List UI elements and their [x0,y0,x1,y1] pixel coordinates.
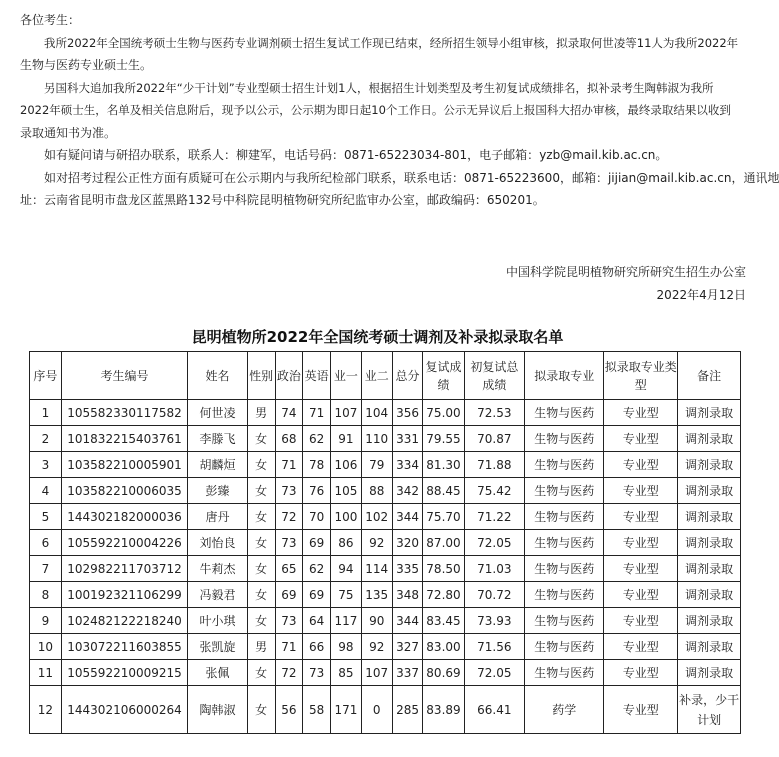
complaint-line [20,167,779,190]
cell-major: 生物与医药 [525,608,604,634]
cell-subject1: 85 [331,660,362,686]
header-subject2: 业二 [361,352,392,400]
cell-exam-id: 103582210006035 [61,478,187,504]
cell-name: 张凯旋 [188,634,248,660]
cell-remark: 调剂录取 [678,660,741,686]
cell-total: 331 [392,426,423,452]
cell-english: 58 [303,686,331,734]
cell-interview: 83.00 [423,634,464,660]
cell-major: 生物与医药 [525,426,604,452]
cell-combined: 70.72 [464,582,525,608]
cell-major: 生物与医药 [525,582,604,608]
cell-gender: 男 [247,634,275,660]
cell-subject1: 94 [331,556,362,582]
cell-politics: 73 [275,608,303,634]
cell-combined: 66.41 [464,686,525,734]
cell-interview: 88.45 [423,478,464,504]
cell-major: 生物与医药 [525,660,604,686]
table-title: 昆明植物所2022年全国统考硕士调剂及补录拟录取名单 [191,328,564,346]
cell-name: 叶小琪 [188,608,248,634]
cell-seq: 1 [30,400,62,426]
cell-remark: 调剂录取 [678,400,741,426]
complaint-email-link[interactable]: jijian@mail.kib.ac.cn [607,170,732,185]
cell-interview: 72.80 [423,582,464,608]
header-major-type: 拟录取专业类型 [604,352,678,400]
paragraph-supplement-line3: 录取通知书为准。 [20,125,117,140]
cell-politics: 65 [275,556,303,582]
cell-subject2: 135 [361,582,392,608]
cell-english: 70 [303,504,331,530]
cell-combined: 71.03 [464,556,525,582]
cell-major: 生物与医药 [525,634,604,660]
cell-interview: 78.50 [423,556,464,582]
cell-subject1: 107 [331,400,362,426]
contact-email-link[interactable]: yzb@mail.kib.ac.cn [539,148,656,162]
cell-subject2: 114 [361,556,392,582]
cell-politics: 72 [275,660,303,686]
cell-total: 344 [392,608,423,634]
cell-exam-id: 102482122218240 [61,608,187,634]
cell-seq: 6 [30,530,62,556]
cell-interview: 79.55 [423,426,464,452]
salutation: 各位考生： [20,13,81,27]
paragraph-admission-line2: 生物与医药专业硕士生。 [20,58,153,72]
cell-politics: 71 [275,452,303,478]
cell-politics: 73 [275,530,303,556]
cell-english: 73 [303,660,331,686]
paragraph-admission-line1: 我所2022年全国统考硕士生物与医药专业调剂硕士招生复试工作现已结束，经所招生领导小组审核，拟录取何世凌等11人为我所2022年 [44,35,739,50]
cell-major: 生物与医药 [525,556,604,582]
cell-remark: 调剂录取 [678,530,741,556]
header-subject1: 业一 [331,352,362,400]
cell-interview: 81.30 [423,452,464,478]
cell-interview: 83.45 [423,608,464,634]
signature-org: 中国科学院昆明植物研究所研究生招生办公室 [505,265,746,279]
cell-combined: 71.56 [464,634,525,660]
header-total: 总分 [392,352,423,400]
cell-seq: 2 [30,426,62,452]
cell-major-type: 专业型 [604,660,678,686]
cell-major-type: 专业型 [604,686,678,734]
cell-total: 337 [392,660,423,686]
cell-name: 胡麟烜 [188,452,248,478]
cell-exam-id: 105582330117582 [61,400,187,426]
header-remark: 备注 [678,352,741,400]
header-major: 拟录取专业 [525,352,604,400]
cell-gender: 女 [247,530,275,556]
table-row [30,530,741,556]
cell-subject1: 75 [331,582,362,608]
cell-exam-id: 101832215403761 [61,426,187,452]
cell-remark: 调剂录取 [678,504,741,530]
cell-remark: 补录，少干计划 [678,686,741,734]
cell-exam-id: 100192321106299 [61,582,187,608]
cell-major-type: 专业型 [604,426,678,452]
cell-total: 342 [392,478,423,504]
cell-english: 78 [303,452,331,478]
cell-english: 71 [303,400,331,426]
cell-english: 62 [303,426,331,452]
cell-seq: 5 [30,504,62,530]
cell-gender: 女 [247,686,275,734]
cell-gender: 女 [247,478,275,504]
cell-total: 285 [392,686,423,734]
cell-remark: 调剂录取 [678,556,741,582]
table-row [30,634,741,660]
cell-exam-id: 144302182000036 [61,504,187,530]
table-row [30,582,741,608]
cell-subject2: 104 [361,400,392,426]
table-row [30,504,741,530]
cell-seq: 11 [30,660,62,686]
cell-politics: 72 [275,504,303,530]
cell-major: 药学 [525,686,604,734]
cell-subject2: 92 [361,634,392,660]
table-header-row [30,352,741,400]
table-row [30,452,741,478]
cell-gender: 女 [247,582,275,608]
cell-major-type: 专业型 [604,478,678,504]
cell-exam-id: 105592210009215 [61,660,187,686]
contact-line [20,144,746,167]
cell-combined: 70.87 [464,426,525,452]
header-combined: 初复试总成绩 [464,352,525,400]
cell-politics: 56 [275,686,303,734]
cell-subject1: 171 [331,686,362,734]
cell-gender: 女 [247,504,275,530]
cell-exam-id: 103582210005901 [61,452,187,478]
cell-seq: 4 [30,478,62,504]
cell-gender: 女 [247,608,275,634]
cell-exam-id: 102982211703712 [61,556,187,582]
notice-body [20,9,779,212]
cell-english: 64 [303,608,331,634]
cell-major-type: 专业型 [604,400,678,426]
paragraph-supplement-line2: 2022年硕士生，名单及相关信息附后，现予以公示，公示期为即日起10个工作日。公示无异议后上报国科大招办审核，最终录取结果以收到 [20,103,731,117]
cell-interview: 87.00 [423,530,464,556]
cell-name: 陶韩淑 [188,686,248,734]
cell-remark: 调剂录取 [678,608,741,634]
cell-name: 彭臻 [188,478,248,504]
cell-remark: 调剂录取 [678,478,741,504]
cell-total: 335 [392,556,423,582]
cell-remark: 调剂录取 [678,582,741,608]
cell-combined: 71.88 [464,452,525,478]
table-row [30,686,741,734]
cell-combined: 72.05 [464,660,525,686]
table-row [30,478,741,504]
cell-gender: 女 [247,452,275,478]
cell-name: 李滕飞 [188,426,248,452]
address-line: 址：云南省昆明市盘龙区蓝黑路132号中科院昆明植物研究所纪监审办公室，邮政编码：650201。 [20,193,545,207]
cell-remark: 调剂录取 [678,634,741,660]
cell-major-type: 专业型 [604,530,678,556]
complaint-text: 如对招考过程公正性方面有质疑可在公示期内与我所纪检部门联系，联系电话：0871-65223600，邮箱： [44,170,608,185]
cell-english: 76 [303,478,331,504]
cell-combined: 73.93 [464,608,525,634]
cell-seq: 7 [30,556,62,582]
cell-name: 何世凌 [188,400,248,426]
cell-english: 62 [303,556,331,582]
cell-gender: 女 [247,556,275,582]
cell-major-type: 专业型 [604,452,678,478]
cell-subject2: 0 [361,686,392,734]
cell-subject2: 102 [361,504,392,530]
cell-exam-id: 103072211603855 [61,634,187,660]
cell-subject2: 88 [361,478,392,504]
cell-major: 生物与医药 [525,400,604,426]
header-exam-id: 考生编号 [61,352,187,400]
cell-subject1: 105 [331,478,362,504]
cell-major: 生物与医药 [525,530,604,556]
contact-text: 如有疑问请与研招办联系，联系人：柳建军，电话号码：0871-65223034-801，电子邮箱： [44,148,540,162]
cell-english: 66 [303,634,331,660]
signature-date: 2022年4月12日 [656,288,746,302]
header-english: 英语 [303,352,331,400]
cell-subject2: 92 [361,530,392,556]
cell-name: 唐丹 [188,504,248,530]
cell-english: 69 [303,530,331,556]
cell-total: 348 [392,582,423,608]
complaint-suffix: ，通讯地 [731,170,779,185]
cell-seq: 12 [30,686,62,734]
table-row [30,660,741,686]
header-seq: 序号 [30,352,62,400]
cell-combined: 75.42 [464,478,525,504]
cell-subject2: 107 [361,660,392,686]
cell-major-type: 专业型 [604,634,678,660]
cell-major: 生物与医药 [525,478,604,504]
cell-total: 344 [392,504,423,530]
cell-major: 生物与医药 [525,504,604,530]
cell-major-type: 专业型 [604,556,678,582]
cell-combined: 72.53 [464,400,525,426]
table-row [30,608,741,634]
cell-name: 刘怡良 [188,530,248,556]
cell-politics: 74 [275,400,303,426]
cell-total: 320 [392,530,423,556]
cell-combined: 71.22 [464,504,525,530]
cell-subject1: 106 [331,452,362,478]
cell-combined: 72.05 [464,530,525,556]
cell-total: 356 [392,400,423,426]
header-gender: 性别 [247,352,275,400]
cell-major-type: 专业型 [604,504,678,530]
cell-subject1: 98 [331,634,362,660]
cell-name: 张佩 [188,660,248,686]
cell-name: 牛莉杰 [188,556,248,582]
cell-subject2: 110 [361,426,392,452]
cell-subject2: 79 [361,452,392,478]
header-name: 姓名 [188,352,248,400]
admission-table [29,351,741,734]
cell-politics: 71 [275,634,303,660]
table-row [30,400,741,426]
cell-subject1: 100 [331,504,362,530]
cell-major: 生物与医药 [525,452,604,478]
cell-gender: 女 [247,660,275,686]
cell-total: 334 [392,452,423,478]
cell-subject1: 91 [331,426,362,452]
cell-english: 69 [303,582,331,608]
cell-gender: 女 [247,426,275,452]
cell-interview: 83.89 [423,686,464,734]
cell-politics: 68 [275,426,303,452]
header-politics: 政治 [275,352,303,400]
cell-interview: 80.69 [423,660,464,686]
cell-name: 冯毅君 [188,582,248,608]
cell-seq: 10 [30,634,62,660]
cell-major-type: 专业型 [604,582,678,608]
cell-exam-id: 144302106000264 [61,686,187,734]
paragraph-supplement-line1: 另国科大追加我所2022年“少干计划”专业型硕士招生计划1人，根据招生计划类型及考生初复试成绩排名，拟补录考生陶韩淑为我所 [44,80,714,95]
cell-seq: 8 [30,582,62,608]
table-row [30,426,741,452]
cell-exam-id: 105592210004226 [61,530,187,556]
cell-remark: 调剂录取 [678,452,741,478]
cell-total: 327 [392,634,423,660]
cell-major-type: 专业型 [604,608,678,634]
cell-gender: 男 [247,400,275,426]
cell-seq: 3 [30,452,62,478]
cell-politics: 73 [275,478,303,504]
cell-subject1: 117 [331,608,362,634]
cell-politics: 69 [275,582,303,608]
header-interview: 复试成绩 [423,352,464,400]
cell-interview: 75.70 [423,504,464,530]
cell-seq: 9 [30,608,62,634]
cell-subject1: 86 [331,530,362,556]
table-row [30,556,741,582]
contact-suffix: 。 [655,148,668,162]
cell-interview: 75.00 [423,400,464,426]
cell-subject2: 90 [361,608,392,634]
cell-remark: 调剂录取 [678,426,741,452]
